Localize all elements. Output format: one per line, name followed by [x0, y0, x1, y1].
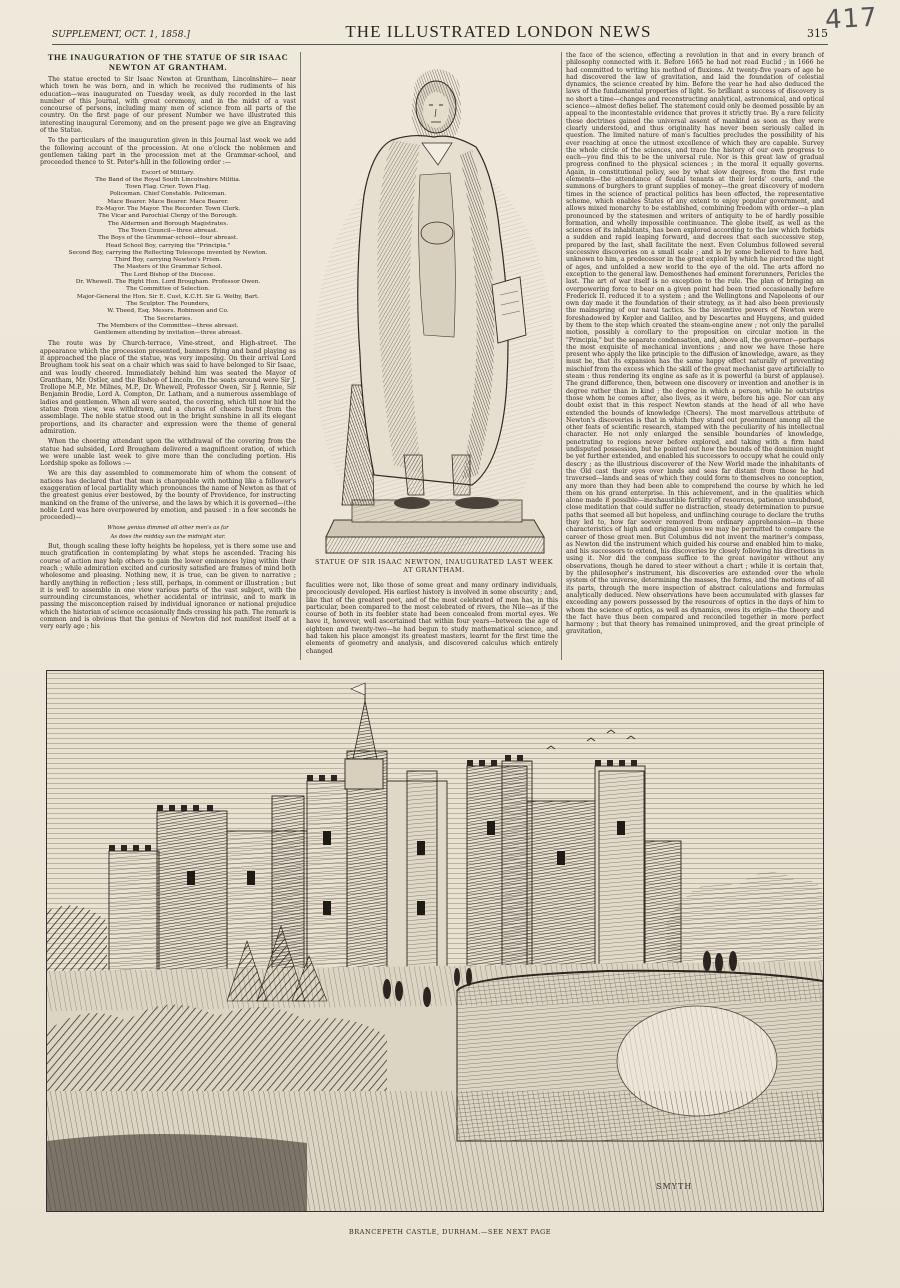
castle-caption: BRANCEPETH CASTLE, DURHAM.—SEE NEXT PAGE: [348, 1228, 552, 1236]
procession-line: Third Boy, carrying Newton's Prism.: [114, 257, 222, 264]
column-rule-left: [300, 52, 301, 660]
article-middle-continuation: faculities were not, like those of some great and many ordinary individuals, precociously developed. His earliest history is involved in some obscurity ; and, like that of the greatest poet, and of the most celebrated of men has, in this particular, been compared to the most celebrated of rivers, the Nile—as if the course of both in its feebler state had been concealed from mortal eyes. We have it, however, well ascertained that within four years—between the age of eighteen and twenty-two—he had begun to study mathematical science, and had taken his place amongst its greatest masters, learnt for the first time the elements of geometry and analysis, and discovered calculus which entirely changed: [306, 582, 558, 655]
verse-quote-line: As does the midday sun the midnight star.: [110, 533, 226, 540]
article-right-column: the face of the science, effecting a revolution in that and in every branch of philosophy connected with it. Before 1665 he had not read Euclid ; in 1666 he had committed to writing his method of fluxions. At twenty-five years of age he had discovered the law of gravitation, and laid the foundation of celestial dynamics, the science created by him. Before the year he had also deduced the laws of the fundamental properties of light. So brilliant a success of discovery is no short a time—changes and reconstructing analytical, astronomical, and optical science—almost defies belief. The statement could only be deemed possible by an appeal to the incontestable evidence that proves it strictly true. By a rare felicity these doctrines gained the universal assent of mankind as soon as they were clearly understood, and thus originality has never been seriously called in question. The limited nature of man's faculties precludes the possibility of his ever reaching at once the utmost excellence of which they are capable. Survey the whole circle of the sciences, and trace the history of our own progress to each—you find this to be the universal rule. Nor is this great law of gradual progress confined to the physical sciences ; in the moral it equally governs. Again, in constitutional policy, see by what slow degrees, from the first rude elements—the attendance of feudal tenants at their lords' courts, and the summons of burghers to grant supplies of money—the great discovery of modern times in the science of practical politics has been effected, the representative scheme, which enables States of any extent to enjoy popular government, and allows mixed monarchy to be established, combining freedom with order—a plan pronounced by the statesmen and writers of antiquity to be of hardly possible formation, and wholly impossible continuance. The globe itself, as well as the sciences of its inhabitants, has been explored according to the law which forbids a sudden and rapid leaping forward, and decrees that each successive step, prepared by the last, shall facilitate the next. Even Columbus followed several successive discoveries on a small scale ; and is by some believed to have had, unknown to him, a predecessor in the great exploit by which he pierced the night of ages, and unfolded a new world to the eye of the old. The arts afford no exception to the general law. Demosthenes had eminent forerunners, Pericles the last. The art of war itself is no exception to the rule. The plan of bringing an overpowering force to bear on a given point had been tried occasionally before Frederick II. reduced it to a system ; and the Wellingtons and Napoleons of our own day made it the foundation of their strategy, as it had also been previously the mainspring of our naval tactics. So the inventive powers of Newton were foreshadowed by Kepler and Galileo, and by Descartes and Huygens, and guided by them to the step which created the steam-engine anew ; not only the parallel motion, possibly a corollary to the proposition on circular motion in the "Principia," but the separate condensation, and, above all, the governor—perhaps the most exquisite of mechanical inventions ; and now we have those here present who apply the like principle to the diffusion of knowledge, aware, as they must be, that its expansion has the same happy effect naturally of preventing mischief from the excess which the skill of the great mechanist gave artificially to steam : thus rendering its engine as safe as it is powerful (a burst of applause). The grand difference, then, between one discovery or invention and another is in degree rather than in kind ; the degree in which a person, while he outstrips those whom he comes after, also lives, as it were, before his age. Nor can any doubt exist that in this respect Newton stands at the head of all who have extended the bounds of knowledge (Cheers). The most marvellous attribute of Newton's discoveries is that in which they stand out preeminent among all the other feats of scientific research, stamped with the peculiarity of his intellectual character. He not only enlarged the sensible boundaries of knowledge, penetrating to regions never before explored, and taking with a firm hand undisputed possession, but he pointed out how the bounds of the dominion might be yet further extended, and enabled his successors to occupy what he could only descry ; as the illustrious discoverer of the New World made the inhabitants of the Old cast their eyes over lands and seas far distant from those he had traversed—lands and seas of which they could form to themselves no conception, any more than they had been able to comprehend the course by which he led them on his grand enterprise. In this achievement, and in the qualities which alone made it possible—inexhaustible fertility of resources, patience unsubdued, close meditation that could suffer no distraction, steady determination to pursue paths that seemed all but hopeless, and unflinching courage to declare the truths they led to, how far soever removed from ordinary apprehension—in these characteristics of high and original genius we may be permitted to compare the career of those great men. But Columbus did not invent the mariner's compass, as Newton did the instrument which guided his course and enabled him to make, and his successors to extend, his discoveries by closely following his directions in using it. Nor did the compass suffice to the great navigator without any observations, though he dared to steer without a chart ; while it is certain that, by the philosopher's instrument, his discoveries are extended over the whole system of the universe, determining the masses, the forms, and the motions of all its parts, through the mere inspection of abstract calculations and formulas analytically deduced. New observations have been accumulated with glasses far exceeding any powers possessed by the resources of optics in the days of him to whom the science of optics, as well as dynamics, owes its origin—the theory and the fact have thus been compared and reconciled together in more perfect harmony ; but that theory has remained unimproved, and the great principle of gravitation,: [566, 52, 824, 636]
procession-line: W. Theed, Esq. Messrs. Robinson and Co.: [107, 308, 229, 315]
procession-line: Gentlemen attending by invitation—three abreast.: [93, 330, 243, 337]
article-left-column: [40, 52, 296, 657]
newspaper-title: THE ILLUSTRATED LONDON NEWS: [345, 22, 652, 41]
article-paragraph: But, though scaling these lofty heights be hopeless, yet is there some use and much gratification in contemplating by what steps he ascended. Tracing his course of action may help others to gain the lower eminences lying within their reach ; while admiration excited and curiosity satisfied are frames of mind both wholesome and pleasing. Nothing new, it is true, can be given to narrative ; hardly anything in reflection ; less still, perhaps, in comment or illustration ; but it is well to assemble in one view various parts of the vast subject, with the surrounding circumstances, whether accidental or intrinsic, and to mark in passing the misconception raised by individual ignorance or national prejudice which the historian of science occasionally finds crossing his path. The remark is common and is obvious that the genius of Newton did not manifest itself at a very early age ; his: [40, 543, 296, 631]
procession-line: Second Boy, carrying the Reflecting Telescope invented by Newton.: [68, 249, 268, 256]
newton-statue-engraving: [312, 55, 556, 555]
statue-caption: STATUE OF SIR ISAAC NEWTON, INAUGURATED LAST WEEK AT GRANTHAM.: [314, 558, 554, 574]
procession-line: The Boys of the Grammar-school—four abreast.: [97, 235, 239, 242]
procession-line: Escort of Military.: [141, 169, 195, 176]
verse-quote-line: Whose genius dimmed all other men's as far: [107, 524, 229, 531]
issue-date: SUPPLEMENT, OCT. 1, 1858.]: [52, 30, 190, 40]
procession-line: The Masters of the Grammar School.: [113, 264, 223, 271]
procession-line: Policeman. Chief Constable. Policeman.: [109, 191, 227, 198]
procession-line: The Committee of Selection.: [126, 286, 210, 293]
article-paragraph: When the cheering attendant upon the withdrawal of the covering from the statue had subsided, Lord Brougham delivered a magnificent oration, of which we were unable last week to give more than the concluding portion. His Lordship spoke as follows :—: [40, 438, 296, 468]
procession-line: The Lord Bishop of the Diocese.: [120, 271, 216, 278]
procession-line: Head School Boy, carrying the "Principia.": [105, 242, 231, 249]
article-paragraph: The statue erected to Sir Isaac Newton at Grantham, Lincolnshire— near which town he was born, and in which he received the rudiments of his education—was inaugurated on Tuesday week, as duly recorded in the last number of this Journal, with great ceremony, and in the midst of a vast concourse of persons, including many men of science from all parts of the country. On the first page of our present Number we have illustrated this interesting inaugural Ceremony, and on the present page we give an Engraving of the Statue.: [40, 76, 296, 135]
article-paragraph: We are this day assembled to commemorate him of whom the consent of nations has declared that that man is chargeable with nothing like a follower's exaggeration of local partiality which pronounces the name of Newton as that of the greatest genius ever bestowed, by the bounty of Providence, for instructing mankind on the frame of the universe, and the laws by which it is governed—(the noble Lord was here overpowered by emotion, and paused : in a few seconds he proceeded)—: [40, 470, 296, 522]
procession-line: Dr. Whewell. The Right Hon. Lord Brougham. Professor Owen.: [75, 279, 261, 286]
masthead: [52, 22, 828, 45]
procession-line: The Members of the Committee—three abreast.: [97, 322, 239, 329]
procession-line: The Band of the Royal South Lincolnshire Militia.: [95, 176, 241, 183]
handwritten-page-note: 417: [824, 2, 879, 36]
column-rule-right: [561, 52, 562, 660]
procession-line: Town Flag. Crier. Town Flag.: [125, 184, 211, 191]
article-paragraph: To the particulars of the inauguration given in this Journal last week we add the following account of the procession. At one o'clock the noblemen and gentlemen taking part in the procession met at the Grammar-school, and proceeded thence to St. Peter's-hill in the following order :—: [40, 137, 296, 167]
engraver-signature: SMYTH: [656, 1182, 693, 1191]
procession-line: Major-General the Hon. Sir E. Cust, K.C.H. Sir G. Welby, Bart.: [76, 293, 260, 300]
article-title: THE INAUGURATION OF THE STATUE OF SIR ISAAC NEWTON AT GRANTHAM.: [47, 52, 289, 72]
page-number: 315: [807, 27, 828, 40]
article-paragraph: The route was by Church-terrace, Vine-street, and High-street. The appearance which the procession presented, banners flying and band playing as it approached the place of the statue, was very imposing. On their arrival Lord Brougham took his seat on a chair which was said to have belonged to Sir Isaac, and was loudly cheered. Immediately behind him was seated the Mayor of Grantham, Mr. Ostler, and the Bishop of Lincoln. On the seats around were Sir J. Trollope M.P., Mr. Milnes, M.P., Dr. Whewell, Professor Owen, Sir J. Rennie, Sir Benjamin Brodie, Lord A. Compton, Dr. Latham, and a numerous assemblage of ladies and gentlemen. When all were seated, the covering, which till now hid the statue from view, was withdrawn, and a chorus of cheers burst from the assemblage. The noble statue stood out in the bright sunshine in all its elegant proportions, and its character and expression were the theme of general admiration.: [40, 340, 296, 435]
procession-line: The Town Council—three abreast.: [118, 227, 218, 234]
procession-line: Ex-Mayor. The Mayor. The Recorder. Town Clerk.: [95, 206, 241, 213]
procession-line: Mace Bearer. Mace Bearer. Mace Bearer.: [107, 198, 229, 205]
brancepeth-castle-engraving: [46, 670, 824, 1212]
procession-line: The Secretaries.: [143, 315, 193, 322]
procession-line: The Vicar and Parochial Clergy of the Borough.: [98, 213, 238, 220]
procession-line: The Sculptor. The Founders,: [126, 300, 210, 307]
procession-line: The Aldermen and Borough Magistrates.: [107, 220, 229, 227]
procession-list: [40, 170, 296, 338]
